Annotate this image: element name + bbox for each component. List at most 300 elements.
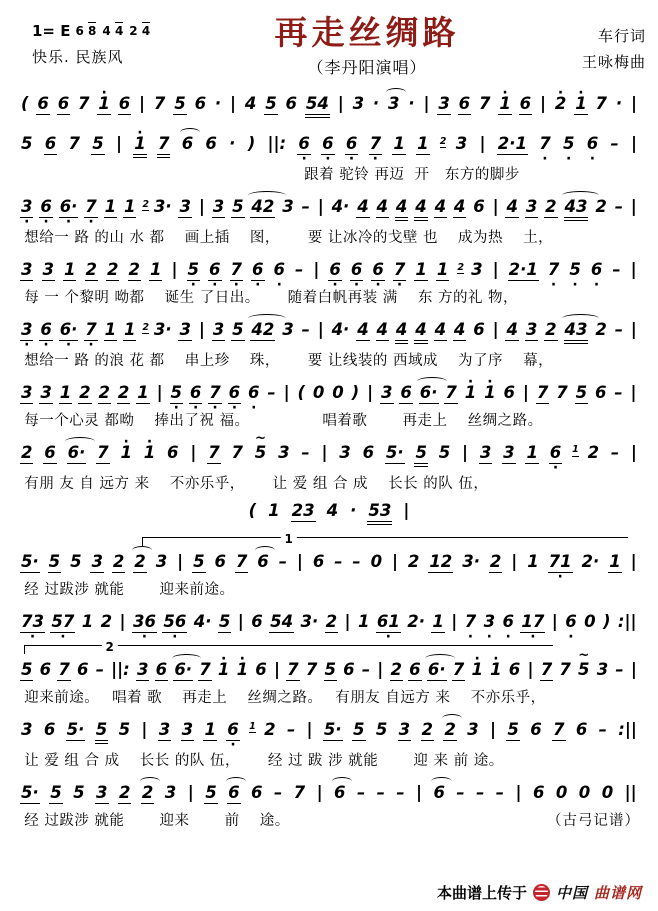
barline: |	[296, 551, 303, 571]
note: 3·	[153, 319, 172, 339]
note: 4	[395, 321, 408, 344]
note: 2	[98, 382, 110, 402]
note: 5	[232, 319, 244, 339]
note: 4	[376, 196, 389, 216]
note: 5	[21, 659, 33, 679]
note: 4	[434, 319, 447, 339]
note: 1	[123, 319, 136, 339]
note: –	[301, 196, 310, 216]
barline: |	[198, 196, 205, 216]
note: –	[396, 782, 405, 802]
note: 1	[268, 500, 280, 520]
note: 3	[278, 442, 290, 462]
note: 3	[179, 319, 191, 339]
note: –	[286, 719, 296, 739]
lyrics-text: 让 爱 组 合 成 长长 的队 伍， 经 过 跋 涉 就能 迎 来 前 途。	[24, 752, 504, 769]
barline: |	[527, 659, 534, 679]
note: 5	[265, 93, 277, 113]
note: 3	[467, 719, 479, 739]
meter-6-8: 6 8	[75, 23, 97, 38]
note: –	[361, 659, 371, 679]
note: 42	[251, 196, 275, 216]
note: 4	[357, 196, 369, 216]
note: 7 ·	[464, 613, 477, 632]
note: 4	[326, 500, 339, 520]
barline: |	[630, 551, 637, 571]
lyrics-text: 跟着 驼铃 再迈 开 东方的脚步	[304, 166, 520, 183]
note: · 1	[236, 661, 249, 680]
barline: :||	[618, 719, 637, 739]
lyrics-text: 经 过跋涉 就能 迎来 前 途。	[24, 812, 290, 829]
barline: |	[551, 611, 558, 631]
note: 6 ·	[247, 384, 260, 403]
note: 7	[553, 719, 565, 739]
meter-4-4: 4 4	[102, 23, 124, 38]
barline: |	[139, 93, 146, 113]
note: 3	[381, 382, 393, 402]
note: 5	[174, 93, 186, 113]
note: 1	[81, 611, 94, 631]
note: 7	[452, 659, 465, 679]
note: 1	[572, 444, 579, 456]
note: 7	[208, 442, 220, 462]
music-line	[18, 654, 640, 684]
note: ·	[372, 93, 380, 113]
note: 3 ·	[20, 198, 33, 218]
note: –	[495, 782, 505, 802]
volta-label: 2	[101, 641, 117, 653]
note: 7	[68, 133, 80, 153]
note: 5 ·	[187, 261, 200, 281]
score	[12, 88, 646, 830]
barline: |	[515, 782, 522, 802]
music-line	[18, 128, 640, 161]
note: · 1	[143, 444, 156, 463]
barline: |	[489, 719, 497, 739]
note: 6 ·	[297, 135, 310, 155]
note: 6 ·	[321, 135, 334, 155]
music-line	[18, 254, 640, 284]
note: 1	[393, 133, 405, 153]
note: –	[352, 551, 361, 571]
note: 2·1	[497, 133, 527, 153]
note: 5	[95, 721, 108, 744]
barline: |	[115, 133, 122, 153]
note: 3	[398, 719, 411, 739]
note: 5·	[323, 719, 342, 739]
note: 6	[39, 659, 52, 679]
note: 5·	[66, 719, 85, 739]
note: ~ 5	[254, 444, 267, 463]
barline: |	[630, 442, 637, 462]
note: 5 ·	[170, 384, 183, 404]
note: 2	[390, 659, 402, 679]
note: 3	[21, 719, 33, 739]
music-line	[18, 314, 640, 347]
score-line	[18, 606, 640, 636]
barline: |	[187, 782, 194, 802]
score-line	[18, 500, 640, 528]
note: 7	[199, 659, 211, 679]
note: 3	[282, 196, 294, 216]
note: 12	[429, 551, 453, 571]
note: · 1	[133, 135, 146, 158]
barline: |	[479, 133, 486, 153]
note: 2	[587, 442, 600, 462]
note: 5	[70, 551, 82, 571]
upload-credit-label: 本曲谱上传于	[436, 884, 527, 902]
note: 17 ·	[520, 613, 545, 633]
note: 4	[506, 319, 518, 339]
note: 5	[21, 133, 33, 153]
note: 4	[434, 196, 447, 216]
note: 0	[601, 782, 614, 802]
volta-bracket	[18, 639, 640, 654]
note: 6 ·	[39, 321, 52, 341]
note: 6	[362, 442, 375, 462]
note: 1	[415, 259, 427, 279]
note: 3	[181, 719, 194, 739]
note: · 1	[489, 661, 502, 680]
score-line	[18, 777, 640, 830]
note: 7	[97, 442, 109, 462]
note: 7 ·	[84, 321, 97, 341]
note: 6	[473, 196, 485, 216]
barline: |	[317, 196, 324, 216]
note: 6 ·	[228, 384, 241, 404]
note: 3	[158, 719, 171, 739]
note: 5	[507, 719, 519, 739]
note: 6	[334, 782, 346, 802]
note: · 1	[217, 661, 230, 680]
note: 6	[181, 133, 194, 153]
note: 71 ·	[548, 553, 573, 573]
note: 1	[432, 611, 444, 631]
note: 6 ·	[549, 444, 562, 464]
note: 6·	[174, 659, 193, 679]
note: 7	[595, 93, 607, 113]
note: ·	[214, 93, 222, 113]
barline: |	[522, 382, 529, 402]
note: 61 ·	[376, 613, 401, 633]
barline: |	[198, 319, 205, 339]
note: –	[273, 782, 283, 802]
barline: :||	[617, 611, 637, 631]
note: 4·	[331, 319, 350, 339]
note: –	[301, 442, 310, 462]
note: 6	[503, 382, 516, 402]
note: 1	[104, 319, 117, 339]
barline: |	[337, 93, 344, 113]
note: 4	[453, 196, 466, 216]
note: 1	[357, 611, 370, 631]
note: 6 ·	[371, 261, 384, 281]
note: ~ 5	[577, 661, 590, 680]
note: 7	[78, 93, 90, 113]
barline: |	[141, 719, 148, 739]
note: 2	[128, 259, 140, 279]
performer-subtitle: （李丹阳演唱）	[307, 57, 427, 77]
barline: |	[492, 319, 499, 339]
note: 1	[59, 382, 72, 402]
barline: |	[321, 442, 328, 462]
note: 57 ·	[50, 613, 75, 633]
notation-credit: （古弓记谱）	[547, 812, 640, 829]
note: 2	[595, 319, 607, 339]
score-line	[18, 714, 640, 770]
barline: |	[313, 259, 320, 279]
note: –	[95, 659, 104, 679]
note: 6·	[67, 442, 86, 462]
score-line	[18, 377, 640, 430]
lyrics-line	[18, 349, 640, 370]
score-line	[18, 639, 640, 707]
barline: |	[230, 93, 237, 113]
note: 1	[123, 196, 136, 216]
note: · 1	[498, 95, 511, 115]
note: 6	[519, 93, 532, 113]
note: 7	[153, 93, 166, 113]
note: 4	[376, 319, 389, 339]
note: 7 ·	[369, 135, 382, 155]
lyrics-line	[18, 749, 640, 770]
note: · 1	[119, 444, 132, 463]
note: –	[610, 442, 620, 462]
note: 6	[44, 133, 57, 153]
note: –	[610, 133, 619, 153]
lyrics-line	[18, 286, 640, 307]
note: 0	[578, 782, 591, 802]
note: 3	[455, 133, 468, 153]
note: 3·	[300, 611, 319, 631]
note: 3	[212, 319, 225, 339]
note: 3	[479, 442, 492, 462]
note: 54	[305, 95, 330, 118]
note: –	[301, 319, 310, 339]
note: 2	[107, 259, 119, 279]
barline: |	[391, 551, 398, 571]
key-label: 1= E	[32, 22, 71, 40]
note: 6 ·	[39, 198, 52, 218]
note: 6 ·	[586, 135, 599, 154]
note: 5	[575, 382, 588, 402]
composer-credit: 王咏梅曲	[581, 52, 646, 71]
note: 5·	[21, 551, 39, 571]
site-logo-text-2[interactable]: 曲谱网	[593, 884, 642, 902]
note: 6	[532, 782, 545, 802]
note: ·	[229, 133, 236, 153]
note: 2	[444, 719, 456, 739]
note: 7 ·	[547, 261, 560, 280]
note: 7	[479, 93, 491, 113]
note: 3	[282, 319, 294, 339]
lyrics-line	[18, 409, 640, 430]
note: –	[334, 551, 343, 571]
note: ·	[615, 93, 623, 113]
note: 6 ·	[189, 384, 202, 404]
lyrics-text: 迎来前途。 唱着 歌 再走上 丝绸之路。 有朋友 自远方 来 不亦乐乎，	[24, 689, 546, 706]
barline: |	[119, 611, 126, 631]
note: –	[267, 382, 276, 402]
note: · 1	[574, 95, 587, 115]
note: 4	[357, 319, 369, 339]
style-marking: 快乐. 民族风	[32, 48, 124, 66]
lyrics-text: 每 一 个黎明 呦都 诞生 了日出。 随着白帆再装 满 东 方的礼 物，	[24, 289, 519, 306]
barline: |	[492, 259, 499, 279]
barline: |	[317, 319, 324, 339]
note: 4·	[193, 611, 212, 631]
volta-label: 1	[280, 533, 296, 545]
barline: ||:	[267, 133, 287, 153]
note: 1	[150, 259, 162, 279]
note: 23	[291, 500, 315, 520]
barline: |	[156, 382, 163, 402]
note: · 1	[97, 95, 110, 115]
note: 2	[117, 382, 130, 402]
meter-2-4: 2 4	[129, 23, 151, 38]
note: –	[278, 551, 287, 571]
note: )	[247, 133, 256, 153]
note: 5	[438, 442, 451, 462]
note: 6	[458, 93, 471, 113]
note: 2	[141, 782, 154, 802]
note: 6	[575, 719, 588, 739]
barline: |	[403, 500, 410, 520]
note: 1	[249, 721, 256, 733]
note: 1	[527, 551, 539, 571]
key-signature	[32, 22, 184, 40]
note: 5·	[21, 782, 39, 802]
note: 0	[584, 611, 596, 631]
lyrics-line	[18, 226, 640, 247]
note: 3	[339, 442, 351, 462]
note: 6	[43, 719, 56, 739]
barline: |	[237, 611, 244, 631]
note: 6	[255, 659, 267, 679]
barline: |	[451, 611, 458, 631]
score-line	[18, 88, 640, 121]
note: –	[376, 782, 385, 802]
music-line	[18, 714, 640, 747]
note: 6	[530, 719, 542, 739]
note: 1	[137, 382, 149, 402]
note: ·	[408, 93, 415, 113]
barline: |	[492, 196, 499, 216]
music-line	[18, 546, 640, 576]
note: 6	[205, 133, 217, 153]
note: 6· ·	[59, 321, 79, 341]
note: 2	[489, 551, 502, 571]
note: · 1	[483, 384, 496, 403]
note: 5	[118, 719, 131, 739]
title-block	[184, 14, 550, 78]
note: 2	[85, 259, 97, 279]
barline: ||	[624, 782, 637, 802]
note: 36 ·	[132, 613, 157, 633]
note: 2	[439, 135, 447, 147]
music-line	[18, 191, 640, 224]
note: 7	[536, 382, 549, 402]
note: 3	[503, 442, 515, 462]
note: 3	[525, 319, 538, 339]
lyrics-text: 每一个心灵 都呦 捧出了祝 福。 唱着歌 再走上 丝绸之路。	[24, 412, 543, 429]
note: 5	[353, 719, 365, 739]
music-line	[18, 606, 640, 636]
note: 5	[73, 782, 85, 802]
note: 0	[332, 382, 344, 402]
note: –	[598, 719, 607, 739]
note: 3	[40, 382, 52, 402]
note: 0	[555, 782, 568, 802]
note: 5	[414, 444, 427, 467]
note: 53	[367, 502, 392, 525]
note: 2	[142, 321, 150, 333]
note: ·	[350, 500, 357, 520]
note: 5	[232, 196, 244, 216]
lyrics-text: 有朋 友 自 远方 来 不亦乐乎， 让 爱 组 合 成 长长 的队 伍，	[24, 475, 489, 492]
barline: |	[367, 382, 374, 402]
note: –	[612, 259, 621, 279]
barline: |	[630, 382, 637, 402]
note: 7 ·	[393, 261, 406, 281]
note: 4	[414, 198, 427, 221]
note: 1	[609, 551, 621, 571]
note: 6	[228, 782, 240, 802]
note: 3	[212, 196, 225, 216]
note: 4·	[331, 196, 350, 216]
barline: |	[316, 782, 323, 802]
site-logo-text[interactable]: 中国	[555, 884, 588, 902]
note: –	[615, 659, 624, 679]
note: 2	[325, 611, 338, 631]
cd-logo-icon	[533, 884, 550, 901]
note: 73 ·	[20, 613, 45, 633]
note: –	[456, 782, 465, 802]
note: 2·	[407, 611, 425, 631]
note: 7	[231, 442, 243, 462]
volta-bracket	[18, 531, 640, 546]
note: 42	[251, 319, 275, 339]
note: 6	[167, 442, 179, 462]
note: 2	[112, 551, 125, 571]
note: 6	[118, 93, 131, 113]
note: 1	[417, 133, 429, 153]
note: 6 ·	[350, 261, 363, 281]
note: 3	[352, 93, 365, 113]
barline: |	[377, 659, 384, 679]
note: 6	[594, 382, 607, 402]
note: 0	[312, 382, 325, 402]
note: 7	[305, 659, 318, 679]
barline: |	[423, 93, 430, 113]
note: 6	[312, 551, 325, 571]
note: 2	[118, 782, 131, 802]
note: 3	[155, 551, 168, 571]
note: 4	[506, 196, 518, 216]
header	[12, 14, 646, 78]
music-line	[18, 777, 640, 807]
note: 6·	[419, 382, 438, 402]
key-and-style	[12, 14, 184, 67]
note: 2	[407, 551, 420, 571]
note: 3 ·	[20, 321, 33, 341]
note: 5	[48, 551, 61, 571]
note: 5·	[385, 442, 404, 462]
note: 2	[545, 196, 557, 216]
note: –	[614, 382, 623, 402]
note: 6	[400, 382, 412, 402]
note: · 1	[464, 384, 477, 403]
